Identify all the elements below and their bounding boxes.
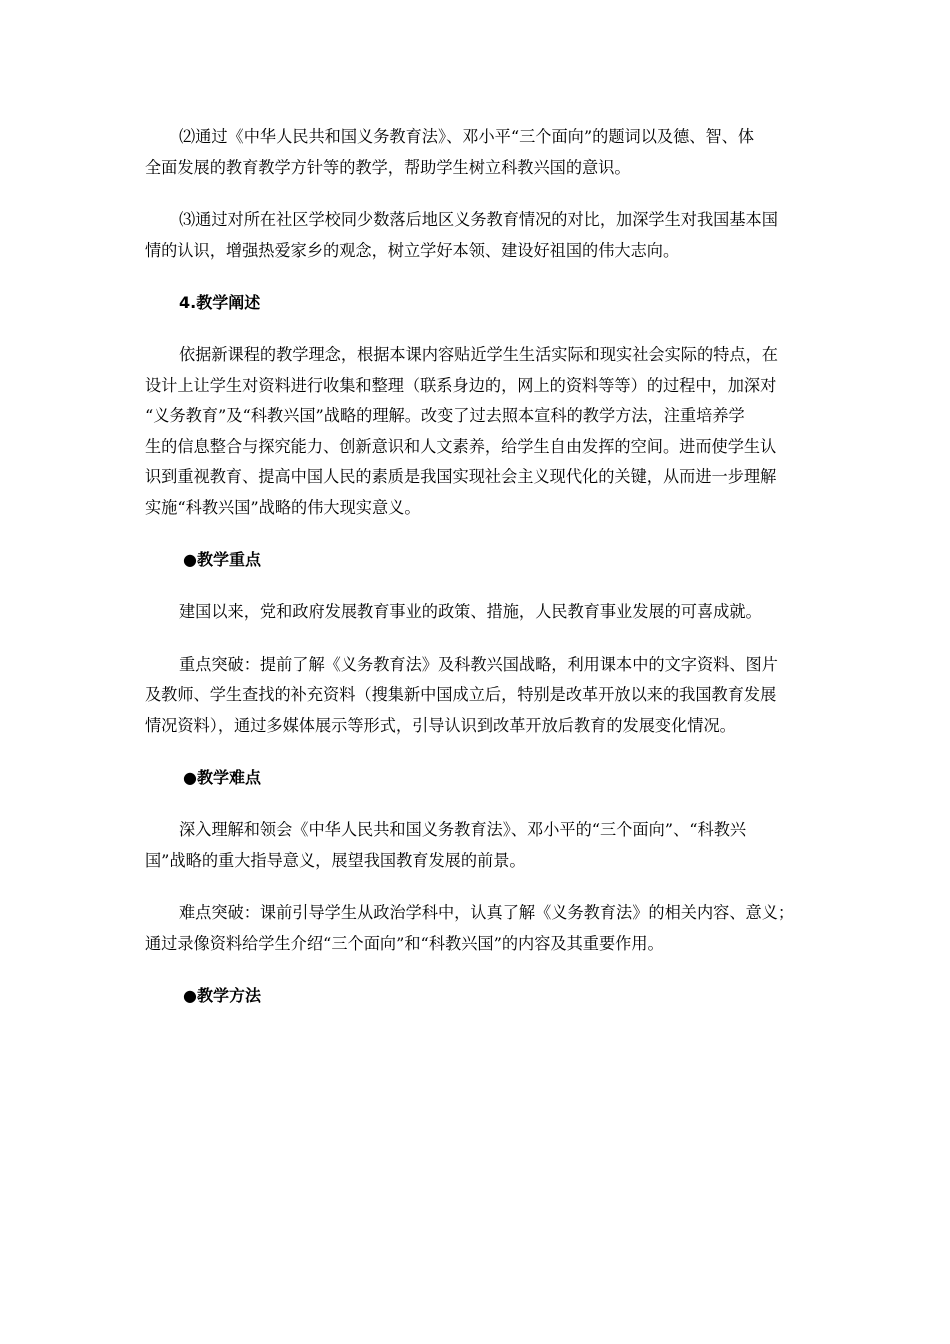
paragraph-key-points-breakthrough [145,650,805,742]
text-line: 全面发展的教育教学方针等的教学，帮助学生树立科教兴国的意识。 [145,157,631,177]
paragraph-difficulties-breakthrough [145,898,805,959]
text-line: ⑶通过对所在社区学校同少数落后地区义务教育情况的对比，加深学生对我国基本国 [179,210,778,229]
text-line: 识到重视教育、提高中国人民的素质是我国实现社会主义现代化的关键，从而进一步理解 [145,467,777,486]
paragraph-key-points [145,597,805,628]
text-line: 情况资料），通过多媒体展示等形式，引导认识到改革开放后教育的发展变化情况。 [145,715,736,735]
text-line: 难点突破：课前引导学生从政治学科中，认真了解《义务教育法》的相关内容、意义； [179,903,795,922]
text-line: 重点突破：提前了解《义务教育法》及科教兴国战略，利用课本中的文字资料、图片 [179,654,778,674]
text-line: 情的认识，增强热爱家乡的观念，树立学好本领、建设好祖国的伟大志向。 [145,240,680,260]
paragraph-difficulties [145,815,805,876]
paragraph-teaching-explanation [145,340,805,523]
text-line: 生的信息整合与探究能力、创新意识和人文素养，给学生自由发挥的空间。进而使学生认 [145,436,777,456]
section-heading-teaching-explanation: 4.教学阐述 [179,293,261,312]
text-line: 依据新课程的教学理念，根据本课内容贴近学生生活实际和现实社会实际的特点，在 [179,345,778,364]
text-line: 深入理解和领会《中华人民共和国义务教育法》、邓小平的“三个面向”、“科教兴 [179,820,747,839]
text-line: 建国以来，党和政府发展教育事业的政策、措施，人民教育事业发展的可喜成就。 [179,602,762,621]
document-body [145,122,805,1033]
section-heading-difficulties: ●教学难点 [183,768,261,787]
text-line: 国”战略的重大指导意义，展望我国教育发展的前景。 [145,850,526,870]
text-line: 设计上让学生对资料进行收集和整理（联系身边的，网上的资料等等）的过程中，加深对 [145,375,777,395]
paragraph-objective-2 [145,122,805,183]
text-line: ⑵通过《中华人民共和国义务教育法》、邓小平“三个面向”的题词以及德、智、体 [179,127,755,146]
section-heading-key-points: ●教学重点 [183,550,261,569]
text-line: 及教师、学生查找的补充资料（搜集新中国成立后，特别是改革开放以来的我国教育发展 [145,685,777,704]
text-line: 实施“科教兴国”战略的伟大现实意义。 [145,497,421,517]
text-line: “义务教育”及“科教兴国”战略的理解。改变了过去照本宣科的教学方法，注重培养学 [145,406,745,425]
section-heading-teaching-methods: ●教学方法 [183,986,261,1005]
paragraph-objective-3 [145,205,805,266]
text-line: 通过录像资料给学生介绍“三个面向”和“科教兴国”的内容及其重要作用。 [145,933,664,953]
